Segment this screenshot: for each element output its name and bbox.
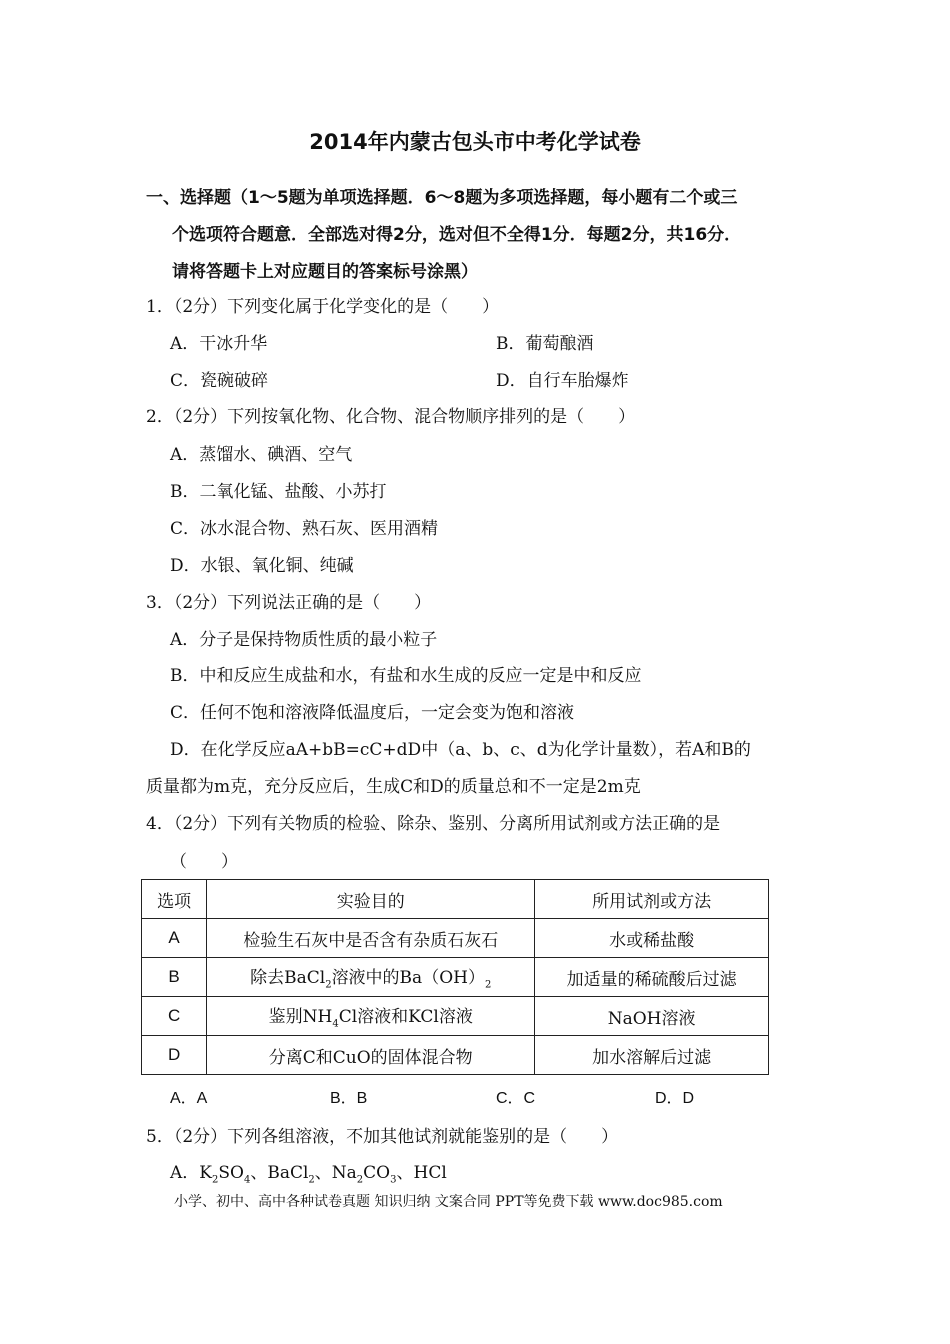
question-4-table: [141, 879, 769, 1075]
cell-text: Cl溶液和KCl溶液: [338, 1007, 473, 1028]
question-1-option-b: B．葡萄酿酒: [496, 334, 594, 354]
question-3-option-c: C．任何不饱和溶液降低温度后，一定会变为饱和溶液: [170, 703, 575, 723]
table-cell: C: [142, 997, 207, 1036]
question-4-answer-c: C．C: [496, 1090, 536, 1107]
question-5-option-a: [170, 1158, 447, 1185]
subscript: 3: [390, 1174, 397, 1186]
table-cell: 加水溶解后过滤: [535, 1036, 769, 1075]
page-footer: 小学、初中、高中各种试卷真题 知识归纳 文案合同 PPT等免费下载 www.doc985.com: [174, 1194, 723, 1210]
subscript: 2: [356, 1174, 364, 1186]
subscript: 4: [243, 1174, 251, 1186]
table-cell: 水或稀盐酸: [535, 919, 769, 958]
table-cell: 加适量的稀硫酸后过滤: [535, 958, 769, 997]
formula-text: 、HCl: [396, 1163, 447, 1183]
cell-text: 除去BaCl: [250, 968, 326, 989]
formula-text: SO: [218, 1163, 244, 1183]
section-line-2: 个选项符合题意．全部选对得2分，选对但不全得1分．每题2分，共16分．: [172, 225, 742, 245]
table-header-cell: 实验目的: [207, 880, 535, 919]
question-4-stem: 4．（2分）下列有关物质的检验、除杂、鉴别、分离所用试剂或方法正确的是: [146, 814, 721, 834]
question-2-option-d: D．水银、氧化铜、纯碱: [170, 556, 354, 576]
question-4-answer-d: D．D: [655, 1090, 695, 1107]
table-cell: [207, 997, 535, 1036]
question-1-option-a: A．干冰升华: [170, 334, 268, 354]
table-row: [142, 919, 769, 958]
table-row: [142, 1036, 769, 1075]
formula-text: A．K: [170, 1163, 212, 1183]
section-instructions: [146, 180, 816, 291]
subscript: 2: [211, 1174, 219, 1186]
question-3-option-a: A．分子是保持物质性质的最小粒子: [170, 630, 438, 650]
formula-text: 、BaCl: [250, 1163, 309, 1183]
question-3-option-d-line-2: 质量都为m克，充分反应后，生成C和D的质量总和不一定是2m克: [146, 777, 641, 797]
question-2-option-a: A．蒸馏水、碘酒、空气: [170, 445, 353, 465]
table-cell: 分离C和CuO的固体混合物: [207, 1036, 535, 1075]
formula-text: CO: [363, 1163, 391, 1183]
question-1-option-d: D．自行车胎爆炸: [496, 371, 629, 391]
subscript: 2: [484, 979, 492, 991]
subscript: 2: [325, 979, 332, 991]
question-3-option-b: B．中和反应生成盐和水，有盐和水生成的反应一定是中和反应: [170, 666, 642, 686]
question-3-option-d-line-1: D．在化学反应aA+bB=cC+dD中（a、b、c、d为化学计量数），若A和B的: [170, 740, 751, 760]
subscript: 2: [308, 1174, 315, 1186]
table-cell: A: [142, 919, 207, 958]
cell-text: 溶液中的Ba（OH）: [331, 968, 485, 989]
table-header-cell: 所用试剂或方法: [535, 880, 769, 919]
question-1-option-c: C．瓷碗破碎: [170, 371, 269, 391]
question-1-stem: 1．（2分）下列变化属于化学变化的是（ ）: [146, 297, 500, 317]
cell-text: 鉴别NH: [268, 1007, 333, 1028]
section-line-3: 请将答题卡上对应题目的答案标号涂黑）: [172, 262, 478, 282]
table-cell: 检验生石灰中是否含有杂质石灰石: [207, 919, 535, 958]
table-cell: D: [142, 1036, 207, 1075]
subscript: 4: [332, 1018, 339, 1030]
question-2-option-c: C．冰水混合物、熟石灰、医用酒精: [170, 519, 439, 539]
question-3-stem: 3．（2分）下列说法正确的是（ ）: [146, 593, 432, 613]
table-cell: B: [142, 958, 207, 997]
table-header-cell: 选项: [142, 880, 207, 919]
table-header-row: [142, 880, 769, 919]
table-row: [142, 958, 769, 997]
question-4-answer-b: B．B: [330, 1090, 368, 1107]
formula-text: 、Na: [314, 1163, 357, 1183]
table-cell: NaOH溶液: [535, 997, 769, 1036]
question-2-stem: 2．（2分）下列按氧化物、化合物、混合物顺序排列的是（ ）: [146, 407, 636, 427]
question-5-stem: 5．（2分）下列各组溶液，不加其他试剂就能鉴别的是（ ）: [146, 1127, 619, 1147]
question-2-option-b: B．二氧化锰、盐酸、小苏打: [170, 482, 387, 502]
table-cell: [207, 958, 535, 997]
section-line-1: 一、选择题（1～5题为单项选择题．6～8题为多项选择题，每小题有二个或三: [146, 188, 738, 208]
table-row: [142, 997, 769, 1036]
question-4-paren: （ ）: [170, 852, 238, 872]
page-title: 2014年内蒙古包头市中考化学试卷: [309, 130, 641, 154]
question-4-answer-a: A．A: [170, 1090, 208, 1107]
